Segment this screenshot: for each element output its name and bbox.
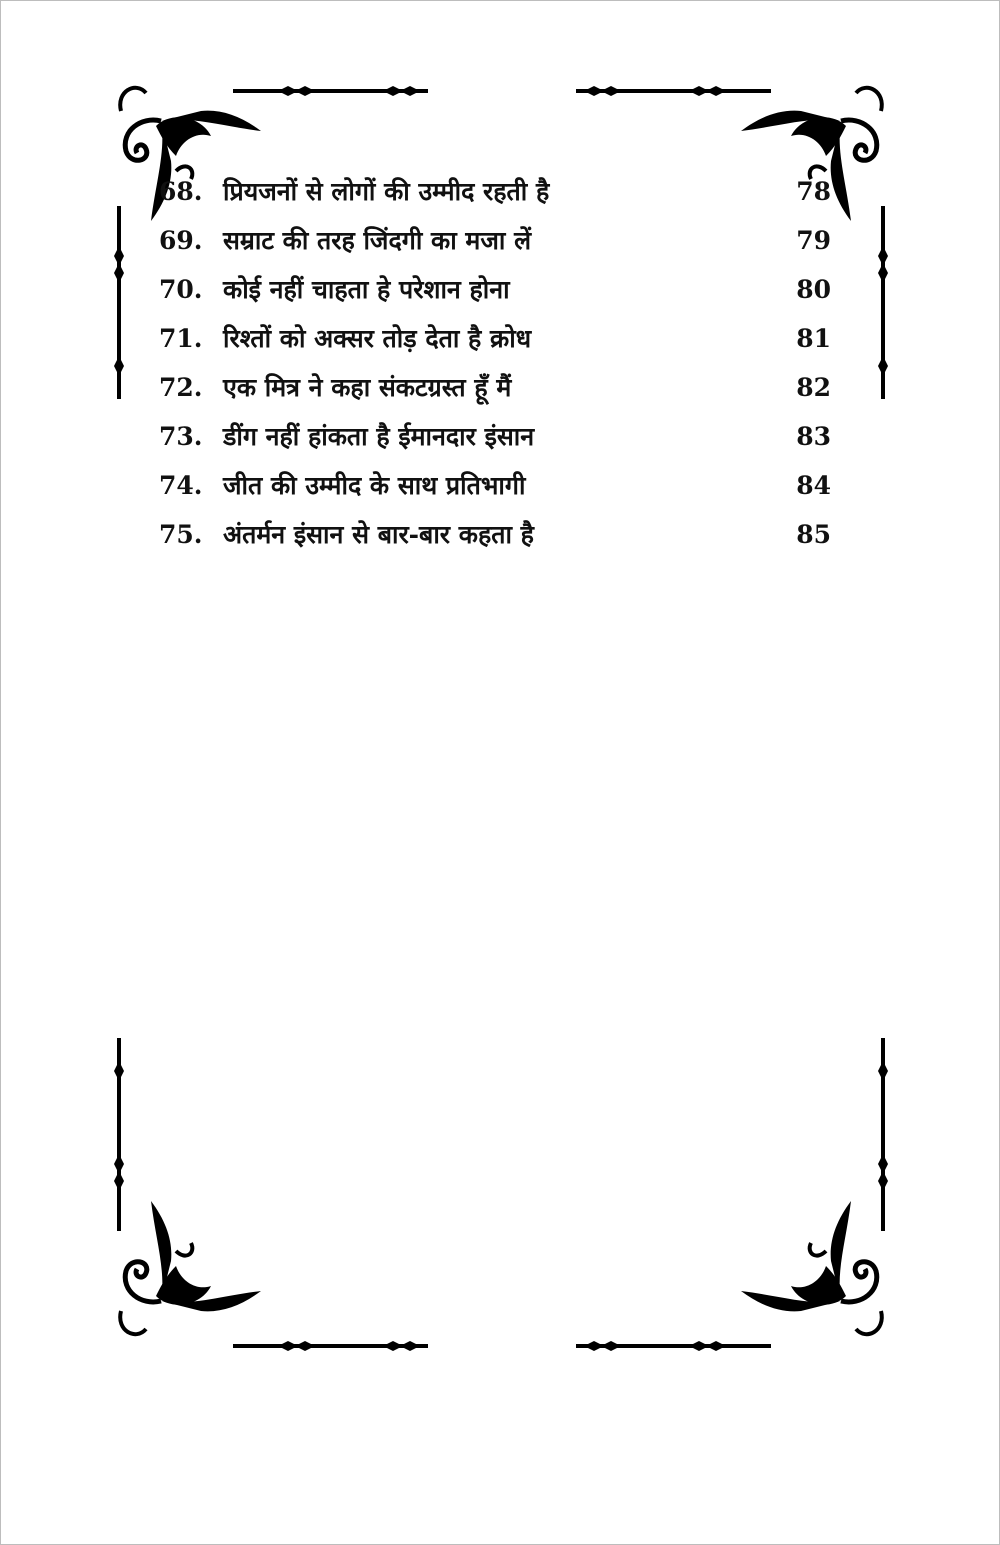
entry-title: रिश्तों को अक्सर तोड़ देता है क्रोध bbox=[223, 324, 532, 353]
toc-entry[interactable] bbox=[159, 267, 831, 316]
toc-entry[interactable] bbox=[159, 218, 831, 267]
divider-line-left-top bbox=[114, 206, 124, 399]
toc-entry[interactable] bbox=[159, 512, 831, 561]
entry-title: अंतर्मन इंसान से बार-बार कहता है bbox=[223, 520, 534, 549]
entry-number: 74. bbox=[159, 471, 203, 500]
entry-page: 81 bbox=[796, 324, 831, 353]
entry-number: 68. bbox=[159, 177, 203, 206]
toc-entry[interactable] bbox=[159, 316, 831, 365]
entry-title: कोई नहीं चाहता हे परेशान होना bbox=[223, 275, 510, 304]
entry-number: 70. bbox=[159, 275, 203, 304]
entry-page: 85 bbox=[796, 520, 831, 549]
divider-line-top-right bbox=[576, 86, 771, 96]
entry-title: जीत की उम्मीद के साथ प्रतिभागी bbox=[223, 471, 526, 500]
divider-line-right-bottom bbox=[878, 1038, 888, 1231]
toc-entry[interactable] bbox=[159, 169, 831, 218]
toc-entry[interactable] bbox=[159, 365, 831, 414]
corner-ornament-bottom-left bbox=[120, 1201, 261, 1334]
divider-line-top-left bbox=[233, 86, 428, 96]
entry-title: डींग नहीं हांकता है ईमानदार इंसान bbox=[223, 422, 535, 451]
entry-number: 72. bbox=[159, 373, 203, 402]
divider-line-bottom-left bbox=[233, 1341, 428, 1351]
entry-page: 79 bbox=[796, 226, 831, 255]
entry-title: प्रियजनों से लोगों की उम्मीद रहती है bbox=[223, 177, 550, 206]
entry-number: 75. bbox=[159, 520, 203, 549]
entry-page: 78 bbox=[796, 177, 831, 206]
entry-title: सम्राट की तरह जिंदगी का मजा लें bbox=[223, 226, 532, 255]
toc-entry[interactable] bbox=[159, 463, 831, 512]
divider-line-right-top bbox=[878, 206, 888, 399]
entry-number: 71. bbox=[159, 324, 203, 353]
divider-line-left-bottom bbox=[114, 1038, 124, 1231]
divider-line-bottom-right bbox=[576, 1341, 771, 1351]
entry-number: 69. bbox=[159, 226, 203, 255]
entry-page: 83 bbox=[796, 422, 831, 451]
toc-entry[interactable] bbox=[159, 414, 831, 463]
entry-page: 82 bbox=[796, 373, 831, 402]
entry-title: एक मित्र ने कहा संकटग्रस्त हूँ मैं bbox=[223, 373, 512, 402]
entry-page: 80 bbox=[796, 275, 831, 304]
entry-number: 73. bbox=[159, 422, 203, 451]
entry-page: 84 bbox=[796, 471, 831, 500]
corner-ornament-bottom-right bbox=[741, 1201, 882, 1334]
table-of-contents bbox=[159, 169, 831, 561]
